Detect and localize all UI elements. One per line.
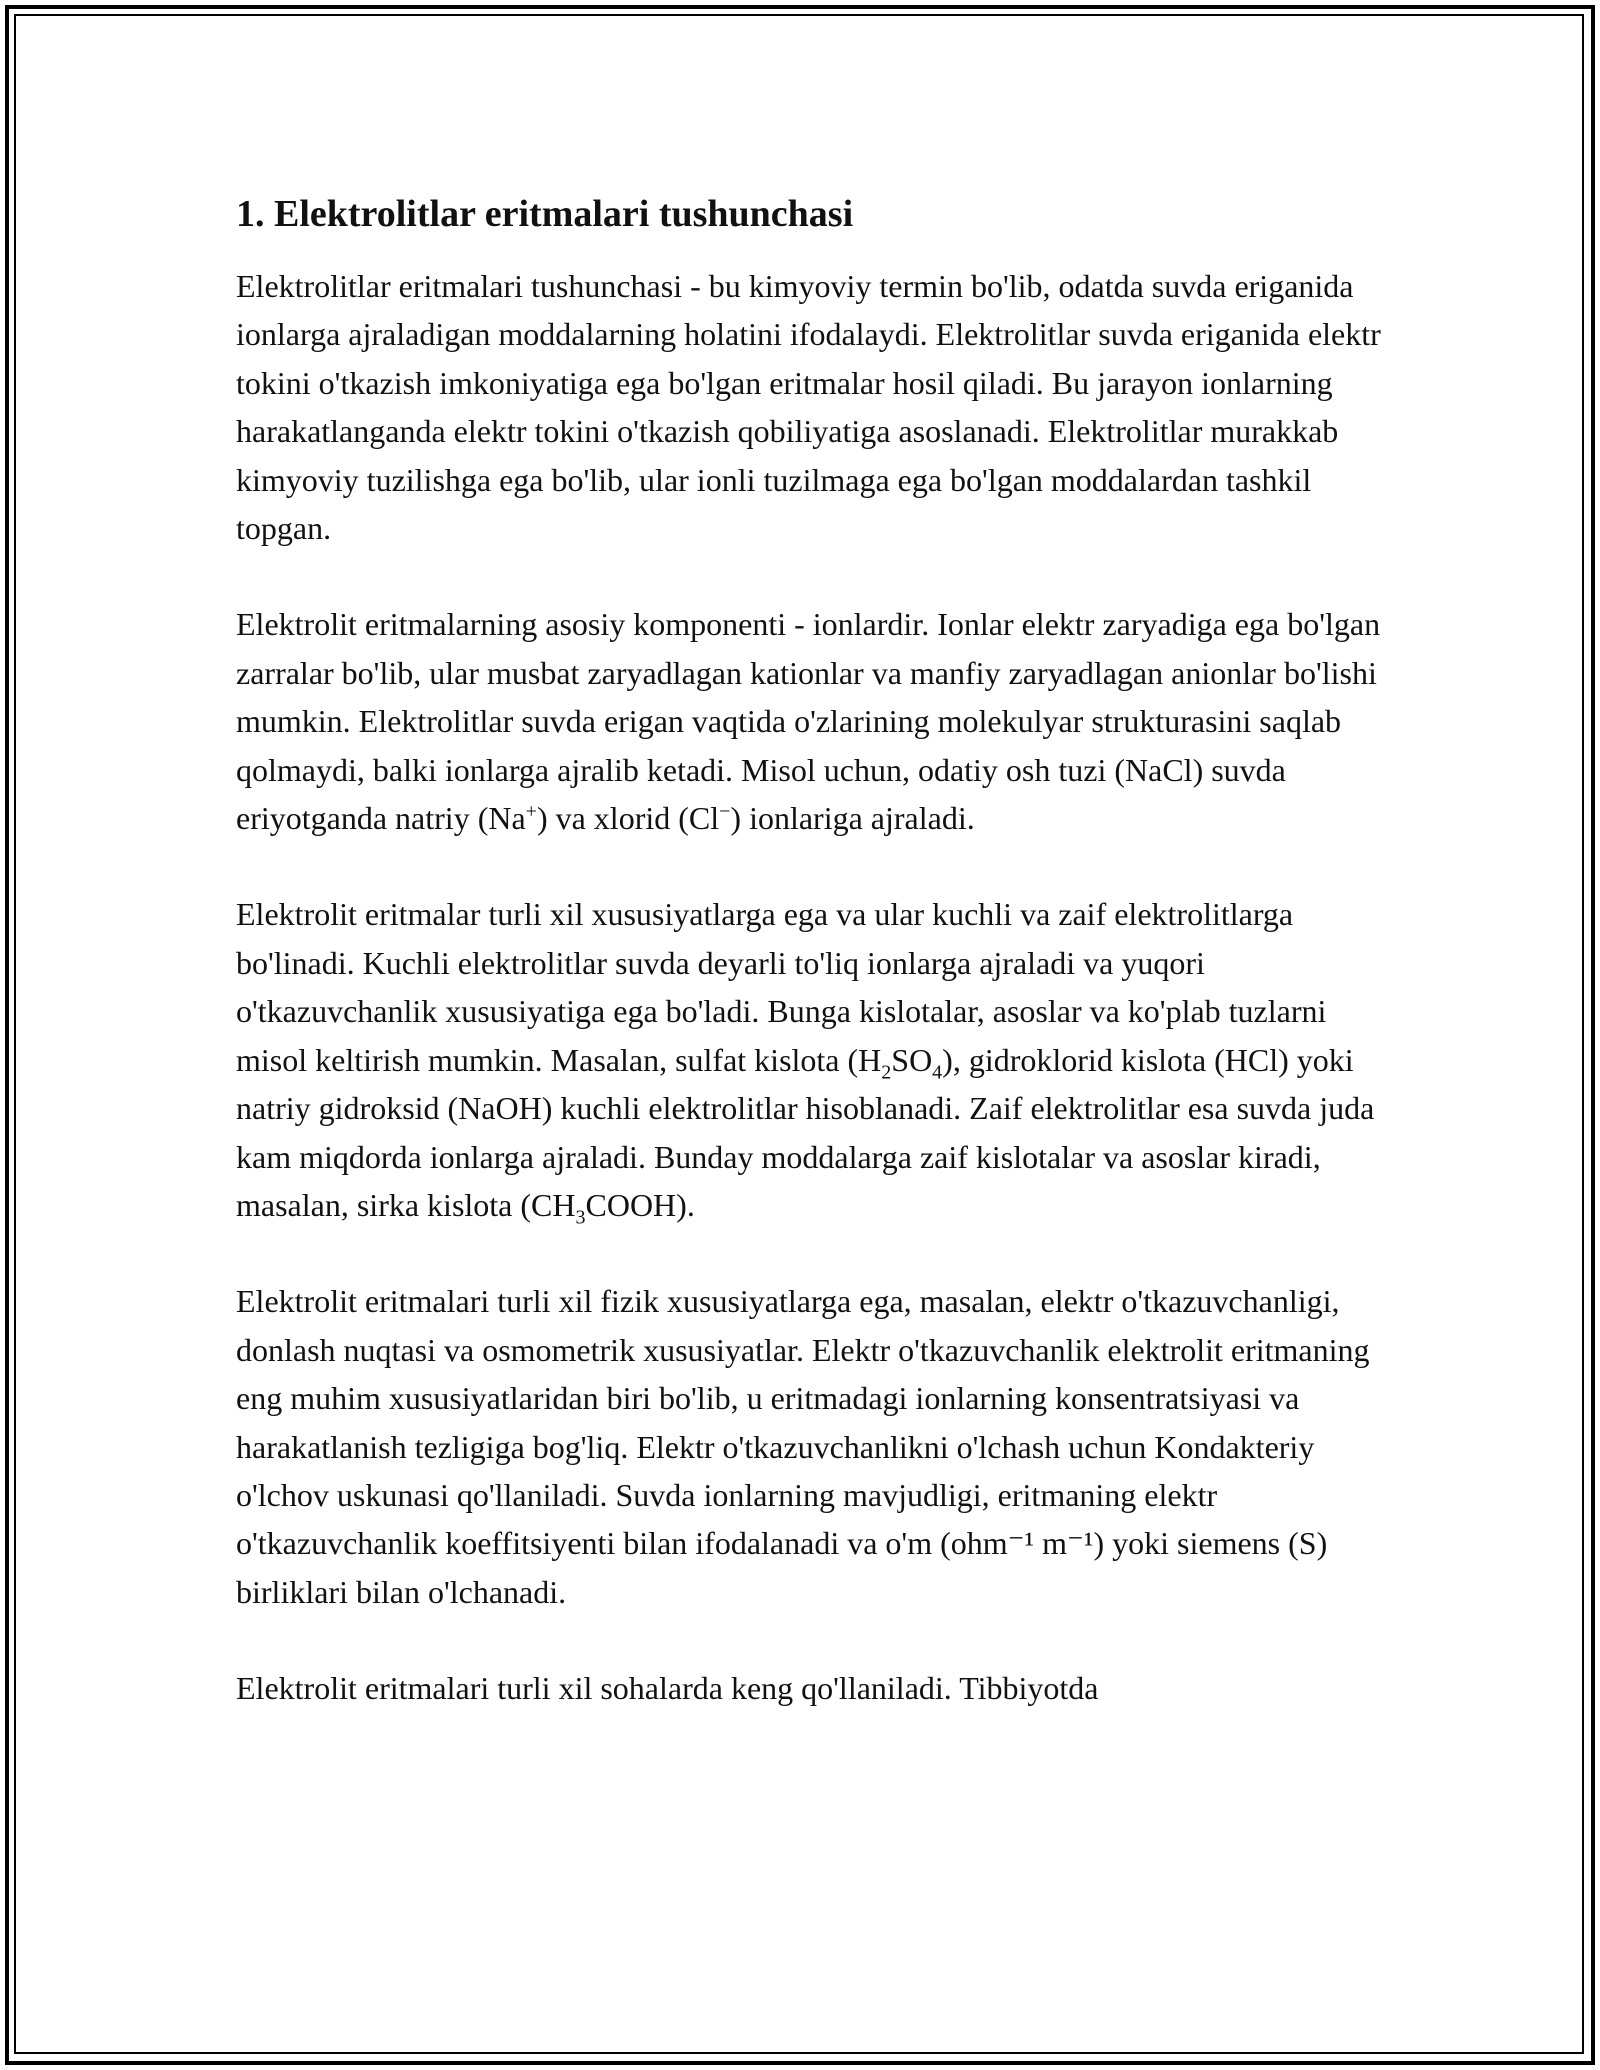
paragraph bbox=[236, 890, 1396, 1229]
section-heading: 1. Elektrolitlar eritmalari tushunchasi bbox=[236, 193, 854, 235]
paragraph bbox=[236, 262, 1396, 552]
subscript: 3 bbox=[575, 1206, 586, 1229]
document-body bbox=[236, 188, 1396, 1761]
subscript: 2 bbox=[881, 1061, 892, 1084]
superscript: + bbox=[525, 800, 537, 823]
paragraph bbox=[236, 1664, 1396, 1712]
paragraph bbox=[236, 1277, 1396, 1616]
paragraph-text: Elektrolit eritmalari turli xil sohalarda keng qo'llaniladi. Tibbiyotda bbox=[236, 1670, 1099, 1707]
superscript: − bbox=[719, 800, 731, 823]
paragraph-text: ) ionlariga ajraladi. bbox=[730, 800, 975, 837]
subscript: 4 bbox=[932, 1061, 943, 1084]
paragraph-text: Elektrolit eritmalarning asosiy komponenti - ionlardir. Ionlar elektr zaryadiga ega bo'lgan zarralar bo'lib, ular musbat zaryadlagan kationlar va manfiy zaryadlagan anionlar bo'lishi mumkin. Elektrolitlar suvda erigan vaqtida o'zlarining molekulyar strukturasini saqlab qolmaydi, balki ionlarga ajralib ketadi. Misol uchun, odatiy osh tuzi (NaCl) suvda eriyotganda natriy (Na bbox=[236, 606, 1381, 837]
paragraph-text: Elektrolitlar eritmalari tushunchasi - bu kimyoviy termin bo'lib, odatda suvda eriganida ionlarga ajraladigan moddalarning holatini ifodalaydi. Elektrolitlar suvda eriganida elektr tokini o'tkazish imkoniyatiga ega bo'lgan eritmalar hosil qiladi. Bu jarayon ionlarning harakatlanganda elektr tokini o'tkazish qobiliyatiga asoslanadi. Elektrolitlar murakkab kimyoviy tuzilishga ega bo'lib, ular ionli tuzilmaga ega bo'lgan moddalardan tashkil topgan. bbox=[236, 268, 1381, 547]
paragraph-text: Elektrolit eritmalar turli xil xususiyatlarga ega va ular kuchli va zaif elektrolitlarga bo'linadi. Kuchli elektrolitlar suvda deyarli to'liq ionlarga ajraladi va yuqori o'tkazuvchanlik xususiyatiga ega bo'ladi. Bunga kislotalar, asoslar va ko'plab tuzlarni misol keltirish mumkin. Masalan, sulfat kislota (H bbox=[236, 896, 1327, 1078]
paragraph bbox=[236, 600, 1396, 842]
paragraph-text: Elektrolit eritmalari turli xil fizik xususiyatlarga ega, masalan, elektr o'tkazuvchanligi, donlash nuqtasi va osmometrik xususiyatlar. Elektr o'tkazuvchanlik elektrolit eritmaning eng muhim xususiyatlaridan biri bo'lib, u eritmadagi ionlarning konsentratsiyasi va harakatlanish tezligiga bog'liq. Elektr o'tkazuvchanlikni o'lchash uchun Kondakteriy o'lchov uskunasi qo'llaniladi. Suvda ionlarning mavjudligi, eritmaning elektr o'tkazuvchanlik koeffitsiyenti bilan ifodalanadi va o'm (ohm⁻¹ m⁻¹) yoki siemens (S) birliklari bilan o'lchanadi. bbox=[236, 1283, 1370, 1610]
paragraph-text: ), gidroklorid kislota (HCl) yoki natriy gidroksid (NaOH) kuchli elektrolitlar hisoblanadi. Zaif elektrolitlar esa suvda juda kam miqdorda ionlarga ajraladi. Bunday moddalarga zaif kislotalar va asoslar kiradi, masalan, sirka kislota (CH bbox=[236, 1041, 1375, 1223]
paragraph-text: ) va xlorid (Cl bbox=[536, 800, 720, 837]
paragraph-text: SO bbox=[891, 1041, 933, 1078]
paragraph-text: COOH). bbox=[585, 1186, 695, 1223]
paragraph-list bbox=[236, 262, 1396, 1713]
